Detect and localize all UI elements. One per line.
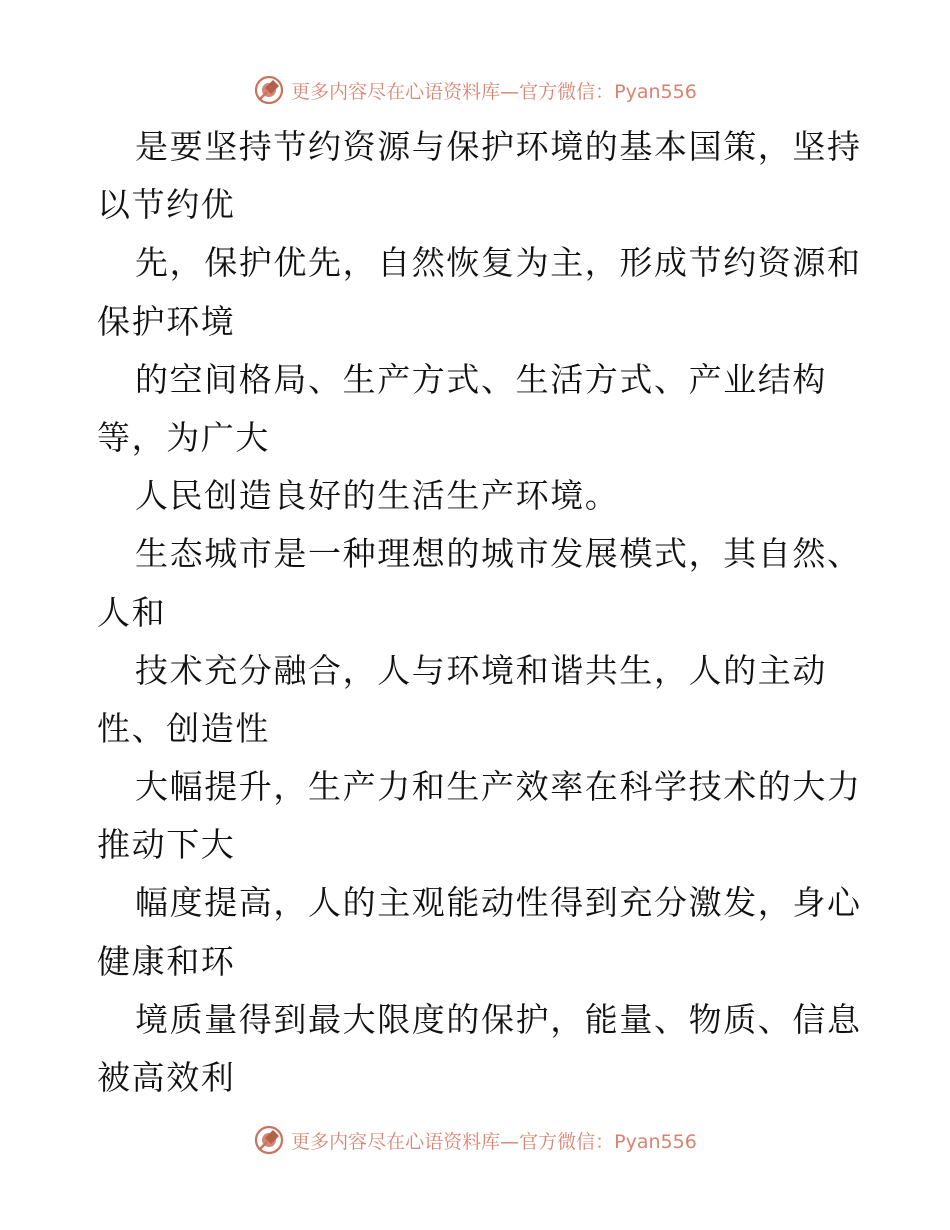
body-line: 技术充分融合，人与环境和谐共生，人的主动 <box>135 650 827 690</box>
body-line: 保护环境 <box>97 301 236 341</box>
header-watermark-banner <box>0 70 950 110</box>
banner-site-text: 更多内容尽在心语资料库 <box>291 1130 501 1153</box>
body-line: 被高效利 <box>97 1058 236 1097</box>
banner-site-text: 更多内容尽在心语资料库 <box>291 80 501 103</box>
body-line: 境质量得到最大限度的保护，能量、物质、信息 <box>135 999 862 1039</box>
body-line: 推动下大 <box>97 825 236 865</box>
body-line: 大幅提升，生产力和生产效率在科学技术的大力 <box>135 767 862 807</box>
logo-icon <box>253 1124 285 1156</box>
logo-icon <box>253 74 285 106</box>
body-line: 先，保护优先，自然恢复为主，形成节约资源和 <box>135 243 862 283</box>
body-line: 健康和环 <box>97 941 236 981</box>
body-line: 幅度提高，人的主观能动性得到充分激发，身心 <box>135 883 862 923</box>
banner-separator: — <box>500 80 520 103</box>
body-line: 人和 <box>97 592 167 632</box>
body-line: 人民创造良好的生活生产环境。 <box>135 476 620 516</box>
document-body <box>97 118 877 1107</box>
footer-watermark-banner <box>0 1120 950 1160</box>
body-line: 以节约优 <box>97 185 236 225</box>
body-line: 等，为广大 <box>97 417 270 457</box>
body-line: 是要坚持节约资源与保护环境的基本国策，坚持 <box>135 127 862 166</box>
body-line: 性、创造性 <box>97 708 270 748</box>
body-line: 的空间格局、生产方式、生活方式、产业结构 <box>135 359 827 399</box>
banner-wechat-text: 官方微信：Pyan556 <box>519 80 697 103</box>
body-line: 生态城市是一种理想的城市发展模式，其自然、 <box>135 534 862 574</box>
banner-separator: — <box>500 1130 520 1153</box>
banner-wechat-text: 官方微信：Pyan556 <box>519 1130 697 1153</box>
